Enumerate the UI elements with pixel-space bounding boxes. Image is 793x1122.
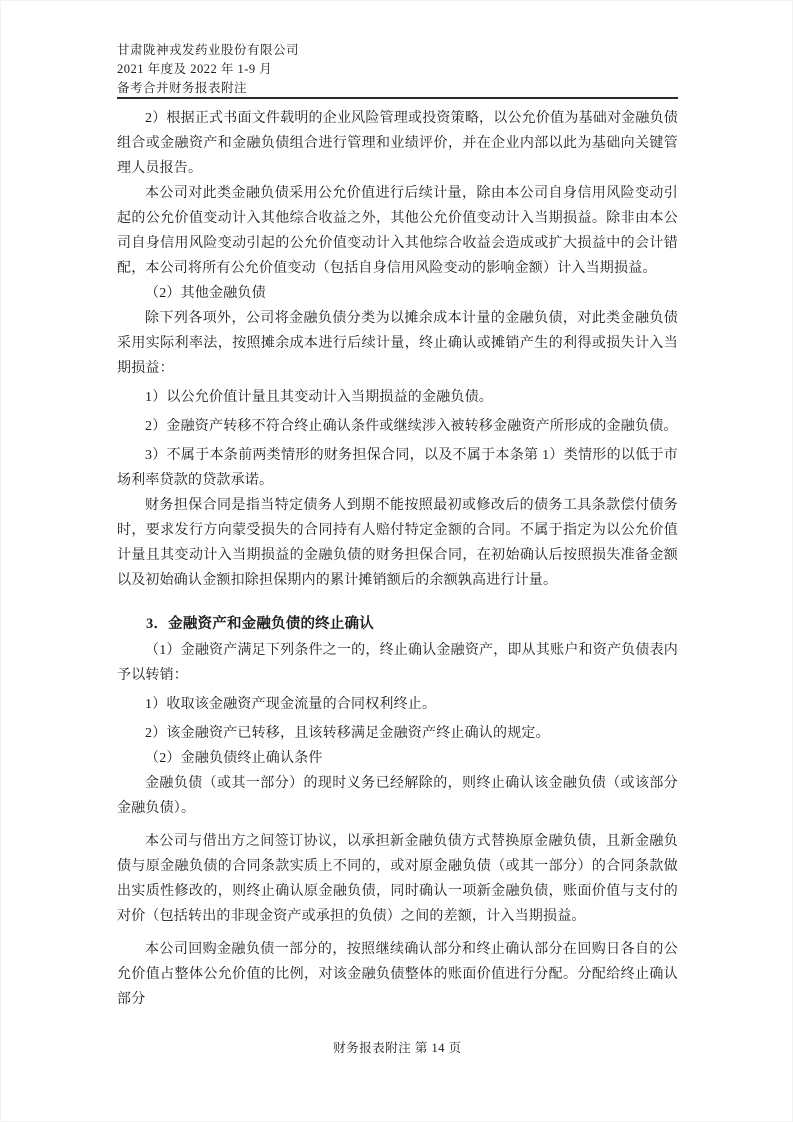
list-item-1-fvtpl-liabilities: 1）以公允价值计量且其变动计入当期损益的金融负债。 [145,390,493,405]
paragraph-fair-value-measurement: 本公司对此类金融负债采用公允价值进行后续计量，除由本公司自身信用风险变动引起的公允价值变动计入其他综合收益之外，其他公允价值变动计入当期损益。除非由本公司自身信用风险变动引起的公允价值变动计入其他综合收益会造成或扩大损益中的会计错配，本公司将所有公允价值变动（包括自身信用风险变动的影响金额）计入当期损益。 [117,186,678,276]
paragraph-liability-replacement-agreement: 本公司与借出方之间签订协议，以承担新金融负债方式替换原金融负债，且新金融负债与原金融负债的合同条款实质上不同的，或对原金融负债（或其一部分）的合同条款做出实质性修改的，则终止确认原金融负债，同时确认一项新金融负债，账面价值与支付的对价（包括转出的非现金资产或承担的负债）之间的差额，计入当期损益。 [117,834,678,924]
paragraph-risk-management-policy: 2）根据正式书面文件载明的企业风险管理或投资策略，以公允价值为基础对金融负债组合或金融资产和金融负债组合进行管理和业绩评价，并在企业内部以此为基础向关键管理人员报告。 [117,111,678,176]
header-company-name: 甘肃陇神戎发药业股份有限公司 [117,43,300,57]
subheading-other-financial-liabilities: （2）其他金融负债 [145,286,266,301]
paragraph-asset-derecognition-conditions: （1）金融资产满足下列条件之一的，终止确认金融资产，即从其账户和资产负债表内予以转销： [117,643,678,683]
paragraph-liability-obligation-released: 金融负债（或其一部分）的现时义务已经解除的，则终止确认该金融负债（或该部分金融负债）。 [117,776,678,816]
list-item-2-transfer-liabilities: 2）金融资产转移不符合终止确认条件或继续涉入被转移金融资产所形成的金融负债。 [145,419,678,434]
list-item-2-asset-transferred: 2）该金融资产已转移，且该转移满足金融资产终止确认的规定。 [145,726,550,741]
page-footer-pagination: 财务报表附注 第 14 页 [333,1041,462,1055]
document-header [117,41,678,98]
subheading-liability-derecognition-conditions: （2）金融负债终止确认条件 [145,751,323,766]
header-doc-title: 备考合并财务报表附注 [117,81,248,95]
document-body [117,106,678,1012]
list-item-1-contract-rights-terminated: 1）收取该金融资产现金流量的合同权利终止。 [145,697,437,712]
paragraph-amortized-cost-classification: 除下列各项外，公司将金融负债分类为以摊余成本计量的金融负债，对此类金融负债采用实际利率法，按照摊余成本进行后续计量，终止确认或摊销产生的利得或损失计入当期损益： [117,311,678,376]
paragraph-financial-guarantee-definition: 财务担保合同是指当特定债务人到期不能按照最初或修改后的债务工具条款偿付债务时，要求发行方向蒙受损失的合同持有人赔付特定金额的合同。不属于指定为以公允价值计量且其变动计入当期损益的金融负债的财务担保合同，在初始确认后按照损失准备金额以及初始确认金额扣除担保期内的累计摊销额后的余额孰高进行计量。 [117,498,678,588]
header-divider-rule [117,97,678,99]
section-3-heading-derecognition: 3．金融资产和金融负债的终止确认 [146,616,374,632]
paragraph-partial-repurchase: 本公司回购金融负债一部分的，按照继续确认部分和终止确认部分在回购日各自的公允价值占整体公允价值的比例，对该金融负债整体的账面价值进行分配。分配给终止确认部分 [117,942,678,1007]
list-item-3-guarantee-contracts: 3）不属于本条前两类情形的财务担保合同，以及不属于本条第 1）类情形的以低于市场利率贷款的贷款承诺。 [117,448,678,488]
header-report-period: 2021 年度及 2022 年 1-9 月 [117,62,273,76]
